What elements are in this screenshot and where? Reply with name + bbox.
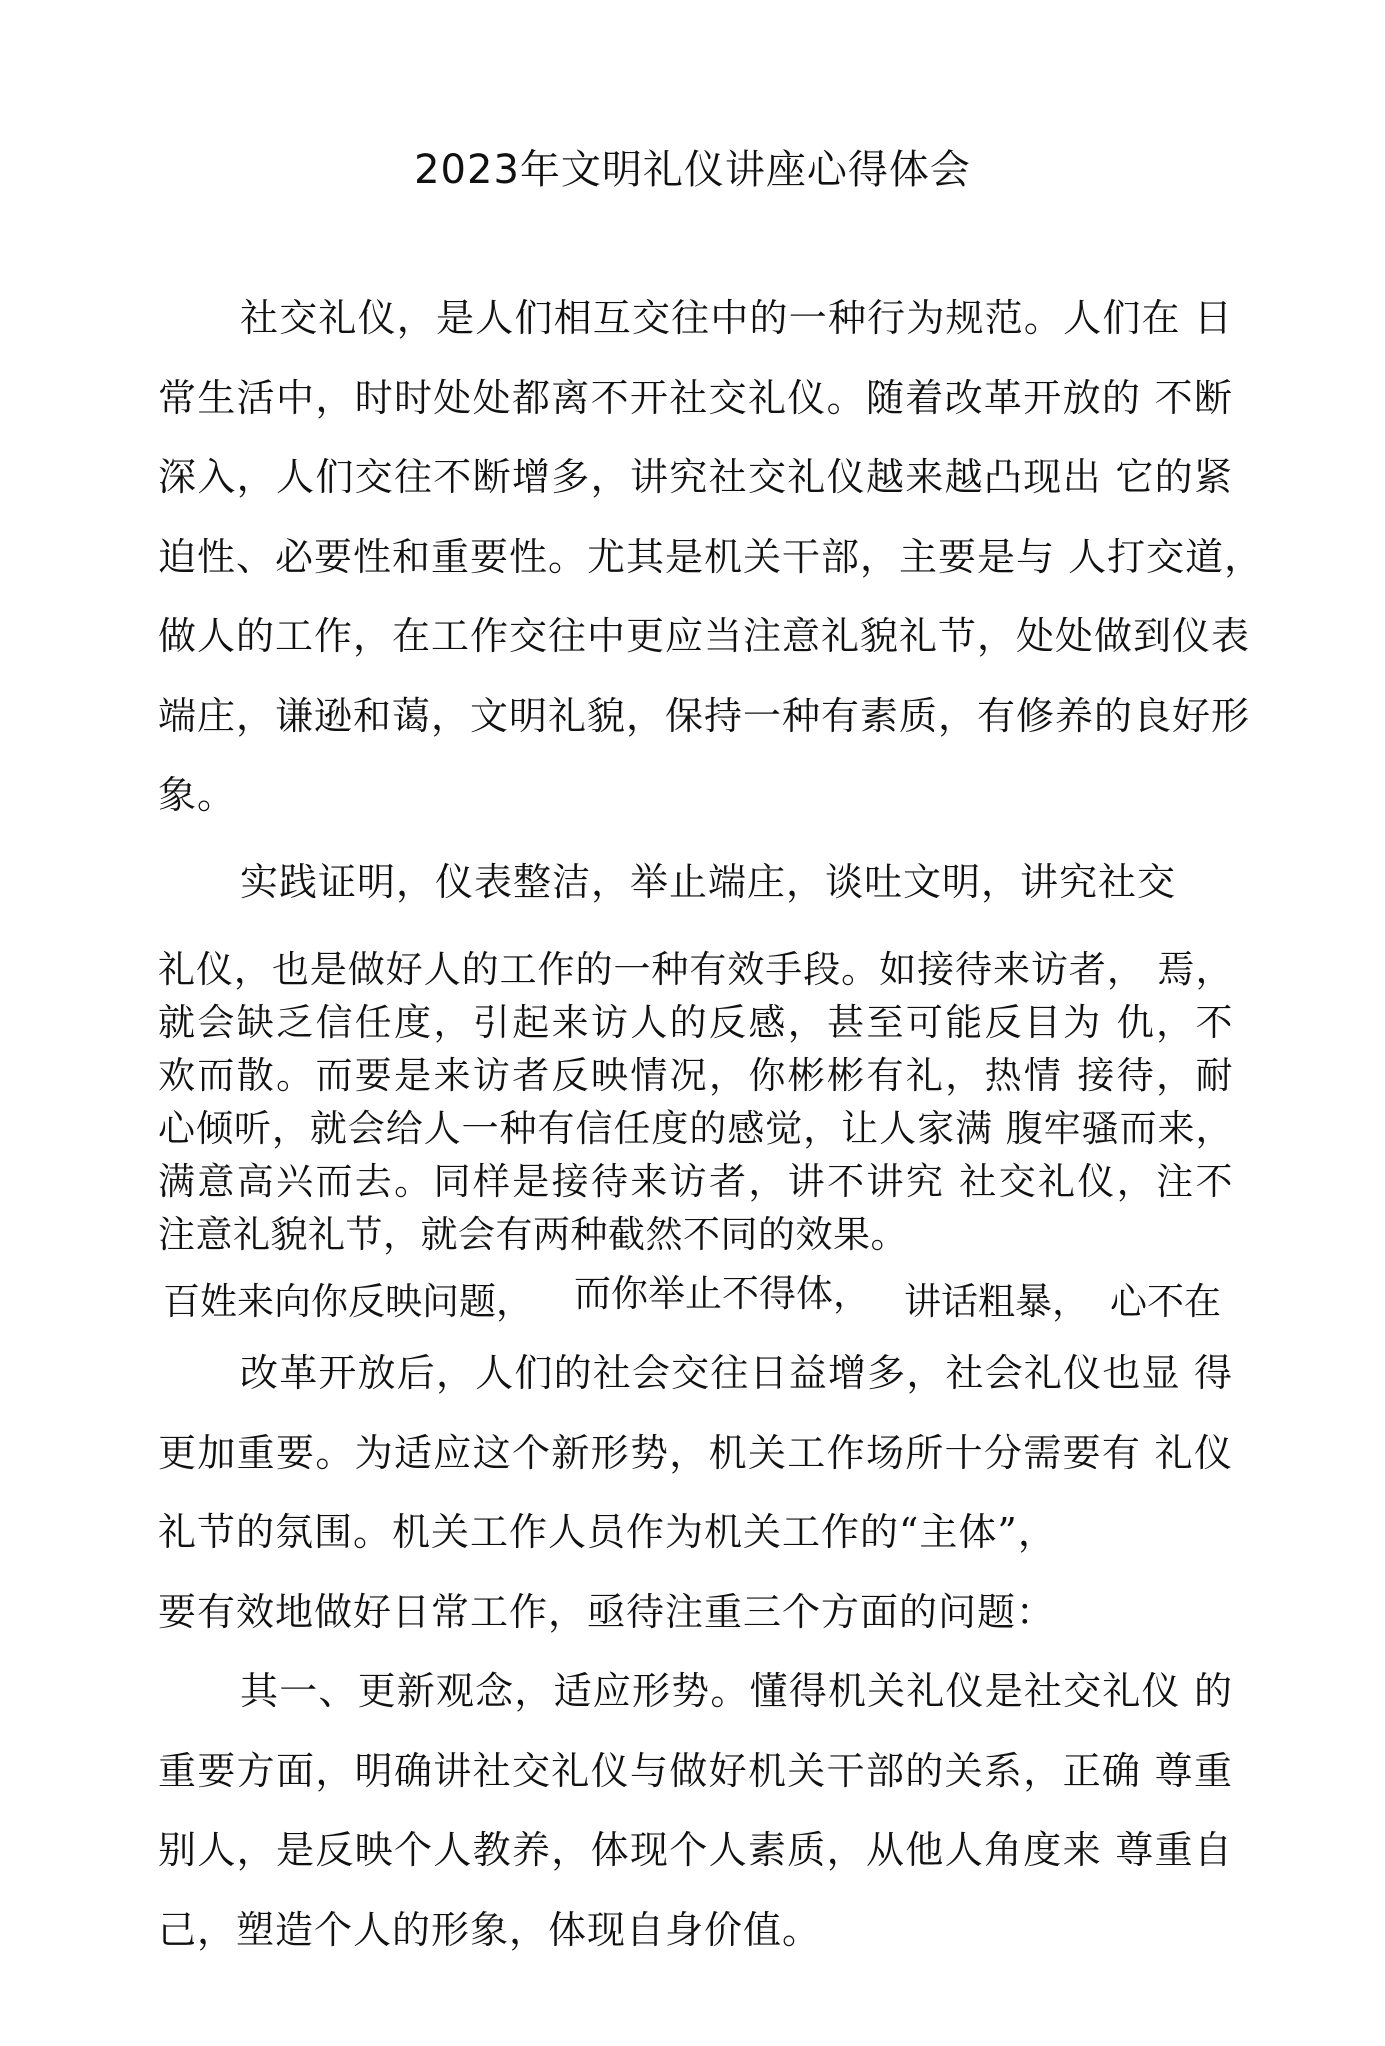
para4-line-3: 别人，是反映个人教养，体现个人素质，从他人角度来 尊重自 [158,1828,1233,1872]
document-title: 2023年文明礼仪讲座心得体会 [414,147,971,193]
para2-line-5: 满意高兴而去。同样是接待来访者，讲不讲究 社交礼仪，注不 [158,1160,1233,1203]
para3-line-1: 改革开放后，人们的社会交往日益增多，社会礼仪也显 得 [240,1351,1233,1395]
para1-line-6: 端庄，谦逊和蔼，文明礼貌，保持一种有素质，有修养的良好形 [158,694,1251,738]
para2-first-line: 实践证明，仪表整洁，举止端庄，谈吐文明，讲究社交 [240,860,1177,904]
para2-line-1: 礼仪，也是做好人的工作的一种有效手段。如接待来访者， 焉， [158,948,1233,991]
para1-line-7: 象。 [158,773,237,817]
para2-line-2: 就会缺乏信任度，引起来访人的反感，甚至可能反目为 仇，不 [158,1001,1233,1044]
para1-line-2: 常生活中，时时处处都离不开社交礼仪。随着改革开放的 不断 [158,376,1233,420]
para1-line-5: 做人的工作，在工作交往中更应当注意礼貌礼节，处处做到仪表 [158,614,1251,658]
para4-line-2: 重要方面，明确讲社交礼仪与做好机关干部的关系，正确 尊重 [158,1749,1233,1793]
para4-line-1: 其一、更新观念，适应形势。懂得机关礼仪是社交礼仪 的 [240,1669,1233,1713]
para2-line-3: 欢而散。而要是来访者反映情况，你彬彬有礼，热情 接待，耐 [158,1054,1233,1097]
para4-line-4: 己，塑造个人的形象，体现自身价值。 [158,1908,822,1952]
para3-line-2: 更加重要。为适应这个新形势，机关工作场所十分需要有 礼仪 [158,1431,1233,1475]
displaced-segment-4: 心不在 [1110,1280,1221,1323]
displaced-segment-2: 而你举止不得体， [574,1272,870,1315]
para1-line-1: 社交礼仪，是人们相互交往中的一种行为规范。人们在 日 [240,296,1233,340]
para1-line-3: 深入，人们交往不断增多，讲究社交礼仪越来越凸现出 它的紧 [158,455,1233,499]
displaced-segment-3: 讲话粗暴， [904,1280,1089,1323]
para3-line-3: 礼节的氛围。机关工作人员作为机关工作的“主体”， [158,1510,1057,1554]
para1-line-4: 迫性、必要性和重要性。尤其是机关干部，主要是与 人打交道， [158,535,1264,579]
para3-line-4: 要有效地做好日常工作，亟待注重三个方面的问题： [158,1590,1056,1634]
displaced-segment-1: 百姓来向你反映问题， [163,1280,533,1323]
para2-line-6: 注意礼貌礼节，就会有两种截然不同的效果。 [158,1213,908,1256]
para2-line-4: 心倾听，就会给人一种有信任度的感觉，让人家满 腹牢骚而来， [158,1107,1233,1150]
